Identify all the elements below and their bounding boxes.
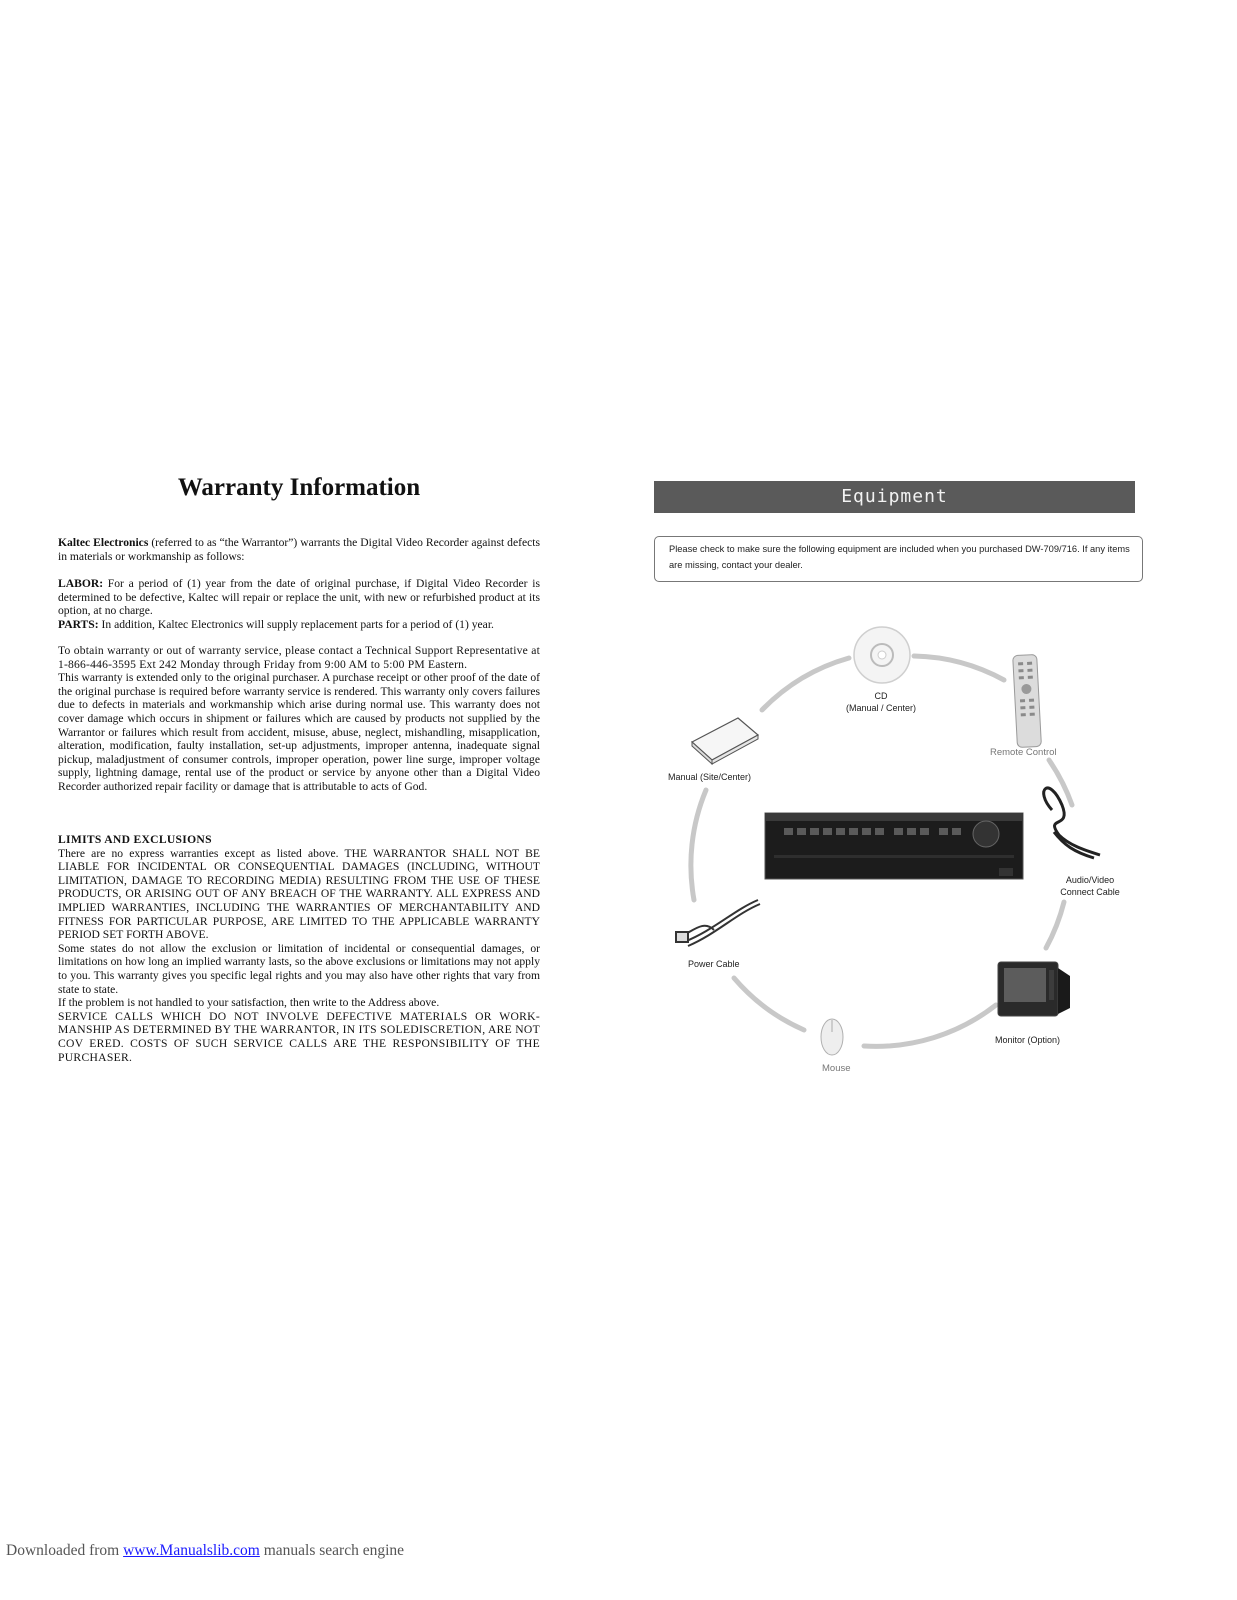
arc-top-right [914, 656, 1004, 680]
service-calls-text: SERVICE CALLS WHICH DO NOT INVOLVE DEFECTIVE MATERIALS OR WORK-MANSHIP AS DETERMINED BY THE WARRANTOR, IN ITS SOLEDISCRETION, ARE NOT COV ERED. COSTS OF SUCH SERVICE CALLS ARE THE RESPONSIBILITY OF THE PURCHASER. [58, 1009, 540, 1064]
monitor-label: Monitor (Option) [995, 1035, 1061, 1045]
equipment-header: Equipment [654, 481, 1135, 513]
parts-text: In addition, Kaltec Electronics will supply replacement parts for a period of (1) year. [98, 617, 494, 631]
labor-parts-section [58, 577, 540, 631]
page-title: Warranty Information [177, 474, 421, 501]
labor-text: For a period of (1) year from the date of original purchase, if Digital Video Recorder is determined to be defective, Kaltec will repair or replace the unit, with new or refurbished product at its option, at no charge. [58, 577, 540, 618]
manual-label: Manual (Site/Center) [668, 772, 752, 782]
limits-section [58, 833, 540, 1064]
labor-label: LABOR: [58, 577, 104, 590]
limits-heading: LIMITS AND EXCLUSIONS [58, 833, 212, 846]
av-cable-label-line1: Audio/Video [1065, 875, 1115, 885]
arc-bottom-right [864, 1005, 996, 1046]
intro-text: (referred to as “the Warrantor”) warrants the Digital Video Recorder against defects in materials or workmanship as follows: [58, 536, 540, 563]
manual-book-icon [692, 718, 758, 764]
mouse-icon [821, 1019, 843, 1055]
service-contact-text: To obtain warranty or out of warranty service, please contact a Technical Support Representative at 1-866-446-3595 Ext 242 Monday through Friday from 9:00 AM to 5:00 PM Eastern. [58, 644, 540, 671]
arc-right-upper [1049, 760, 1072, 805]
power-cable-icon [676, 900, 760, 946]
cd-label [826, 690, 936, 714]
intro-paragraph [58, 536, 540, 563]
limits-text: There are no express warranties except as listed above. THE WARRANTOR SHALL NOT BE LIABLE FOR INCIDENTAL OR CONSEQUENTIAL DAMAGES (INCLUDING, WITHOUT LIMITATION, DAMAGE TO RECORDING MEDIA) RESULTING FROM THE USE OF THESE PRODUCTS, OR ARISING OUT OF ANY BREACH OF THE WARRANTY. ALL EXPRESS AND IMPLIED WARRANTIES, INCLUDING THE WARRANTIES OF MERCHANTABILITY AND FITNESS FOR PARTICULAR PURPOSE, ARE LIMITED TO THE APPLICABLE WARRANTY PERIOD SET FORTH ABOVE. [58, 846, 540, 942]
problem-text: If the problem is not handled to your satisfaction, then write to the Address above. [58, 996, 440, 1010]
cd-icon [854, 627, 910, 683]
arc-right-lower [1046, 902, 1064, 948]
download-footer [6, 1542, 404, 1560]
arc-bottom-left [734, 978, 804, 1030]
av-cable-label [1050, 874, 1130, 898]
monitor-icon [998, 962, 1070, 1016]
footer-suffix: manuals search engine [259, 1542, 405, 1559]
cd-label-line1: CD [874, 691, 888, 701]
states-text: Some states do not allow the exclusion or limitation of incidental or consequential damages, or limitations on how long an implied warranty lasts, so the above exclusions or limitations may not apply to you. This warranty gives you specific legal rights and you may also have other rights that vary from state to state. [58, 941, 540, 996]
mouse-label: Mouse [822, 1063, 851, 1074]
manualslib-link[interactable]: www.Manualslib.com [123, 1542, 260, 1559]
cd-label-line2: (Manual / Center) [845, 703, 917, 713]
equipment-diagram [654, 600, 1135, 1100]
equipment-notice: Please check to make sure the following equipment are included when you purchased DW-709/716. If any items are missing, contact your dealer. [654, 536, 1143, 582]
warrantor-name: Kaltec Electronics [58, 536, 149, 549]
power-cable-label: Power Cable [688, 959, 740, 969]
dvr-unit-icon [765, 813, 1023, 879]
av-cable-label-line2: Connect Cable [1060, 887, 1120, 897]
arc-left [691, 790, 706, 900]
footer-prefix: Downloaded from [6, 1542, 124, 1559]
remote-control-label: Remote Control [990, 747, 1057, 758]
service-section [58, 644, 540, 794]
parts-label: PARTS: [58, 617, 99, 631]
remote-control-icon [1013, 654, 1042, 747]
extended-warranty-text: This warranty is extended only to the original purchaser. A purchase receipt or other proof of the date of the original purchase is required before warranty service is rendered. This warranty only covers failures due to defects in materials and workmanship which arise during normal use. This warranty does not cover damage which occurs in shipment or failures which are caused by products not supplied by the Warrantor or failures which result from accident, misuse, abuse, neglect, mishandling, misapplication, alteration, modification, faulty installation, set-up adjustments, improper antenna, inadequate signal pickup, maladjustment of consumer controls, improper operation, power line surge, improper voltage supply, lightning damage, rental use of the product or service by anyone other than a Digital Video Recorder authorized repair facility or damage that is attributable to acts of God. [58, 671, 540, 793]
